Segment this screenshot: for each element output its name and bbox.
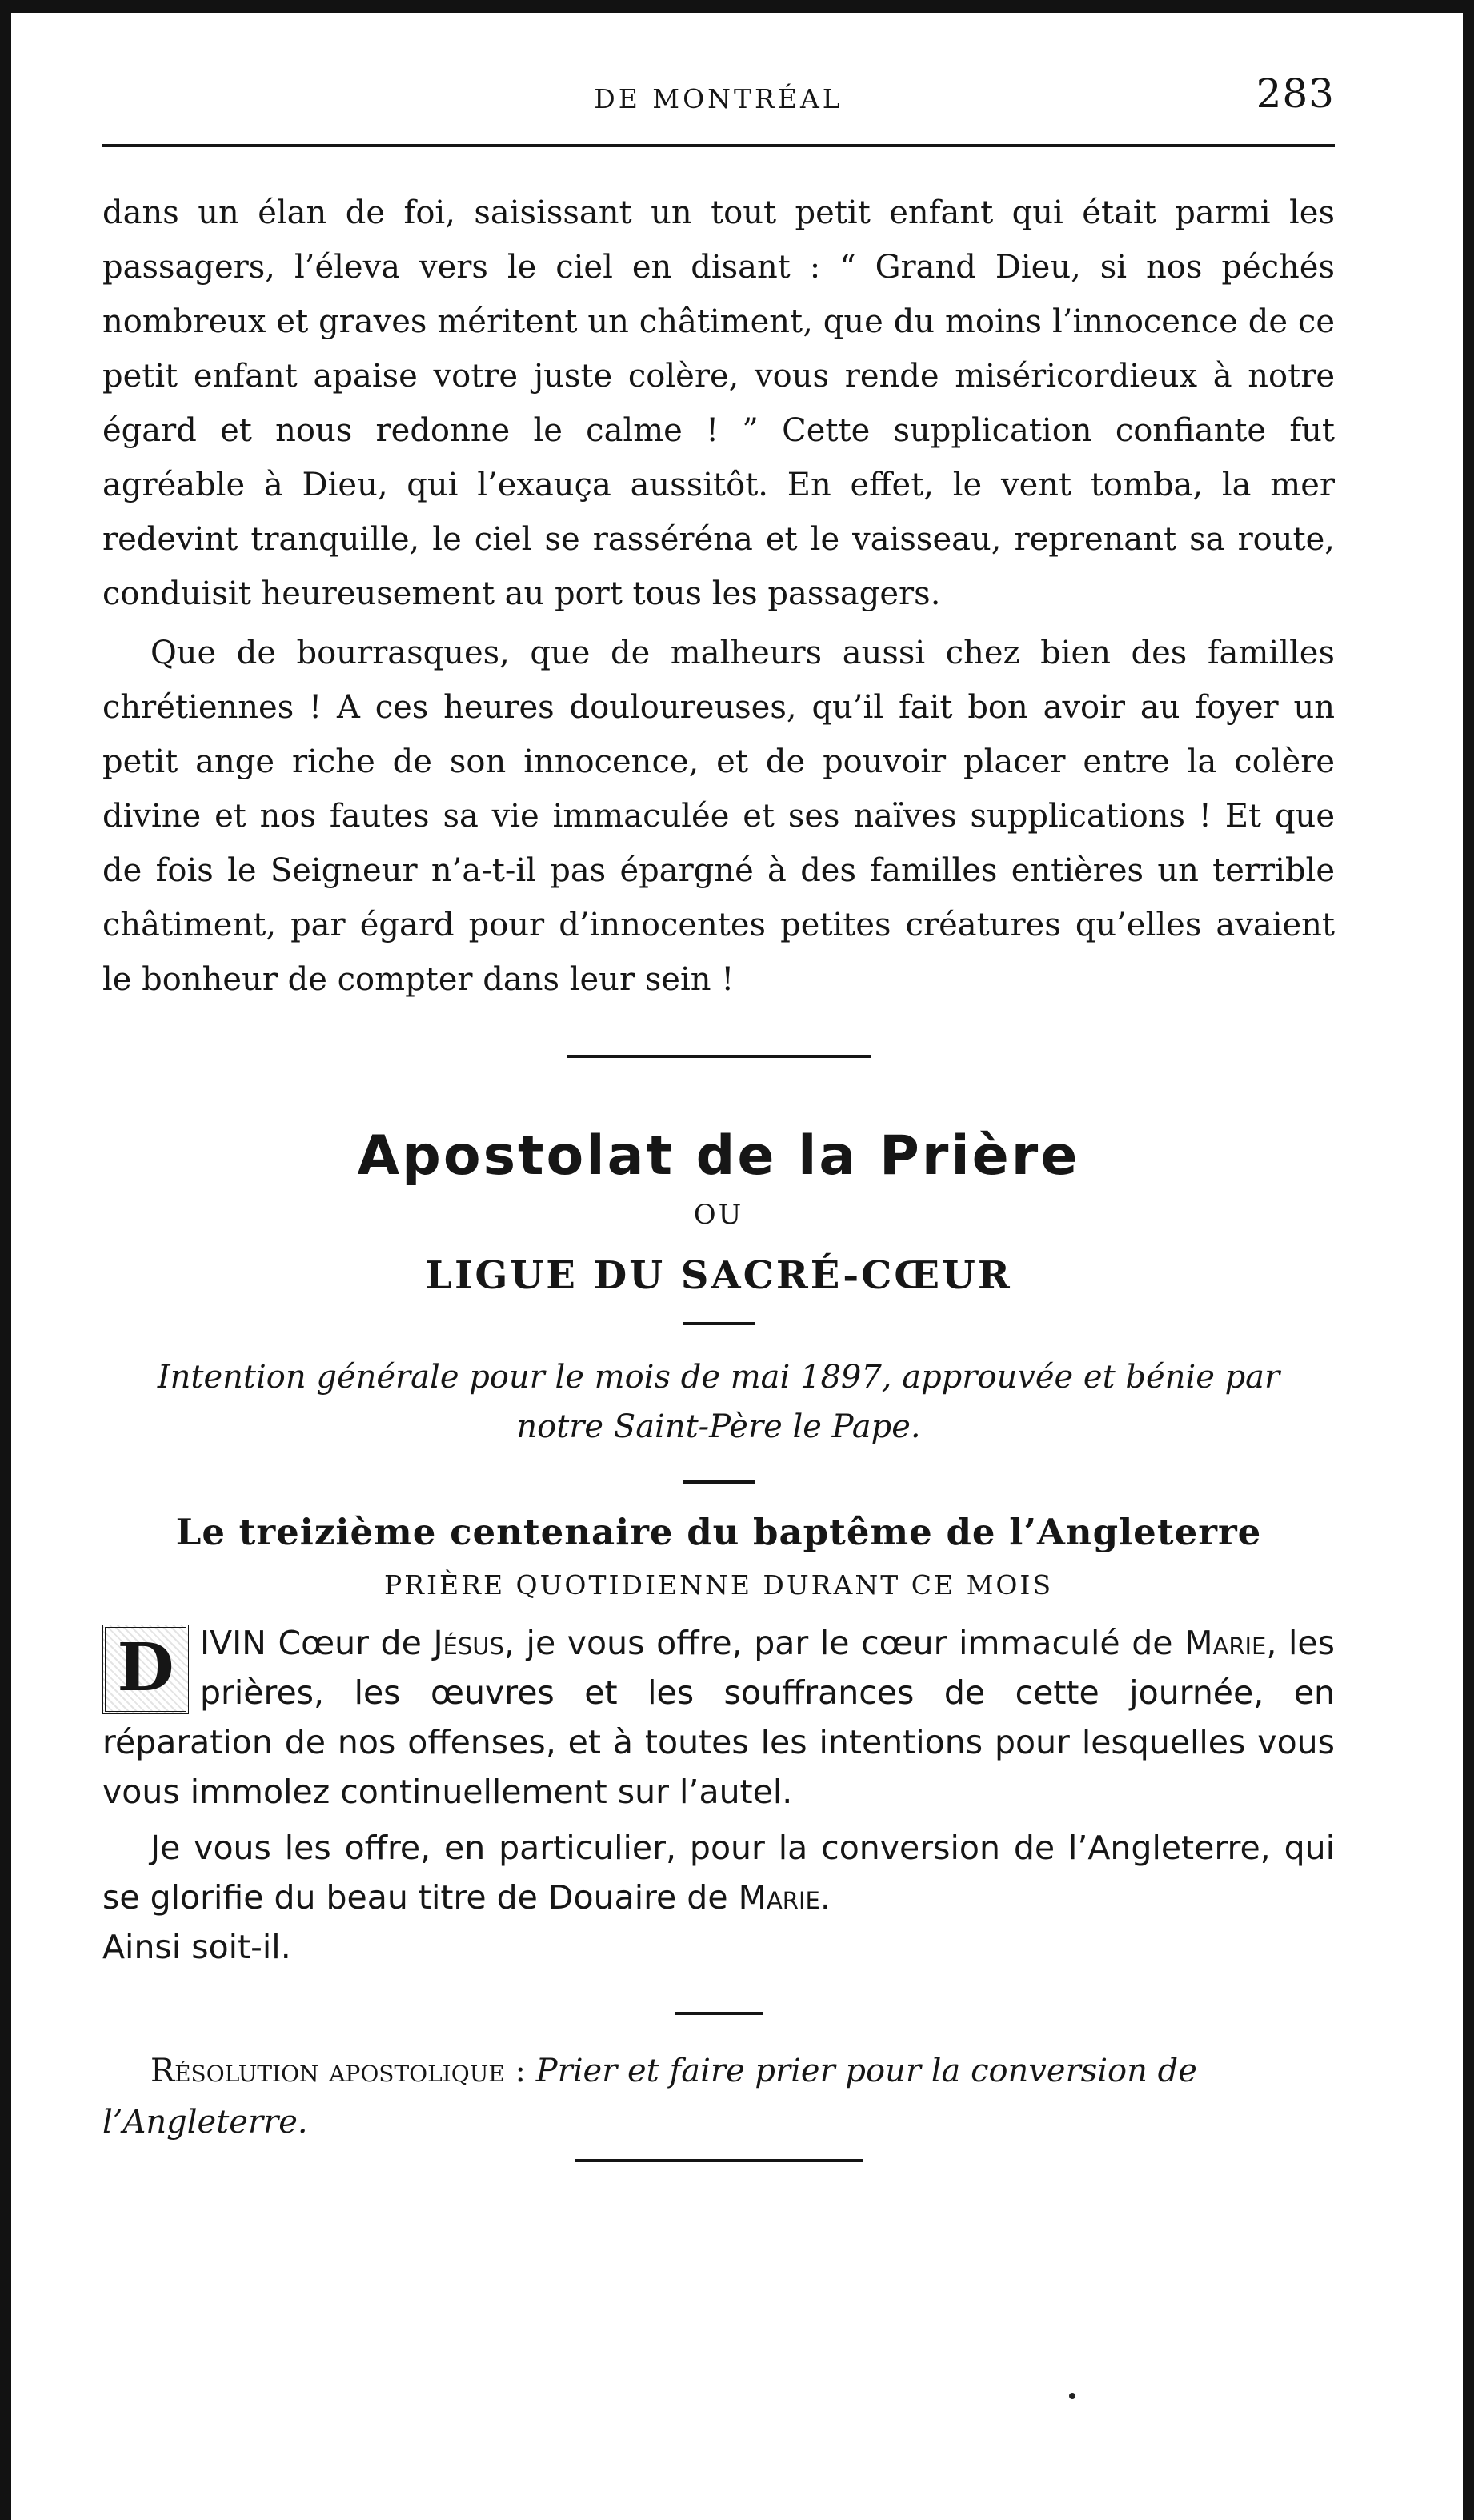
running-title: DE MONTRÉAL xyxy=(594,83,843,114)
page-number: 283 xyxy=(1256,70,1335,117)
short-divider xyxy=(683,1322,755,1325)
body-paragraph: Que de bourrasques, que de malheurs aussi chez bien des familles chrétiennes ! A ces heures douloureuses, qu’il fait bon avoir au foyer un petit ange riche de son innocence, et de pouvoir placer entre la colère divine et nos fautes sa vie immaculée et ses naïves supplications ! Et que de fois le Seigneur n’a-t-il pas épargné à des familles entières un terrible châtiment, par égard pour d’innocentes petites créatures qu’elles avaient le bonheur de compter dans leur sein ! xyxy=(102,635,1335,998)
end-divider xyxy=(575,2159,863,2162)
short-divider xyxy=(683,1480,755,1484)
prayer-paragraph xyxy=(102,1823,1335,1922)
prayer-paragraph xyxy=(102,1618,1335,1817)
subject-title: Le treizième centenaire du baptême de l’Angleterre xyxy=(175,1511,1262,1553)
prayer-text: , je vous offre, par le cœur immaculé de xyxy=(503,1624,1185,1662)
book-page xyxy=(102,48,1335,2481)
section-divider xyxy=(567,1055,871,1058)
scan-top-edge xyxy=(0,0,1474,13)
scan-speck xyxy=(1069,2393,1075,2399)
prayer-name-marie: Marie xyxy=(1184,1624,1267,1662)
prayer-heading: PRIÈRE QUOTIDIENNE DURANT CE MOIS xyxy=(383,1569,1054,1601)
short-divider xyxy=(675,2012,763,2015)
resolution-label: Résolution apostolique : xyxy=(150,2053,526,2089)
body-text xyxy=(102,186,1335,1007)
section-heading: Apostolat de la Prière xyxy=(357,1124,1080,1188)
body-paragraph: dans un élan de foi, saisissant un tout petit enfant qui était parmi les passagers, l’éleva vers le ciel en disant : “ Grand Dieu, si nos péchés nombreux et graves méritent un châtiment, que du moins l’innocence de ce petit enfant apaise votre juste colère, vous rende miséricordieux à notre égard et nous redonne le calme ! ” Cette supplication confiante fut agréable à Dieu, qui l’exauça aussitôt. En effet, le vent tomba, la mer redevint tranquille, le ciel se rasséréna et le vaisseau, reprenant sa route, conduisit heureusement au port tous les passagers. xyxy=(102,194,1335,612)
scan-left-edge xyxy=(0,0,11,2520)
prayer-text: , les prières, les œuvres et les souffrances de cette journée, en réparation de nos offenses, et à toutes les intentions pour lesquelles vous vous immolez continuellement sur l’autel. xyxy=(102,1624,1336,1811)
prayer-name-marie: Marie xyxy=(738,1878,820,1917)
intention-statement: Intention générale pour le mois de mai 1897, approuvée et bénie par notre Saint-Père le Pape. xyxy=(157,1359,1280,1445)
heading-connector: OU xyxy=(693,1199,744,1231)
prayer-text: IVIN Cœur de xyxy=(200,1624,434,1662)
resolution-text: Prier et faire prier pour la conversion de l’Angleterre. xyxy=(102,2053,1197,2141)
running-header xyxy=(102,48,1335,147)
scan-right-edge xyxy=(1463,0,1474,2520)
resolution xyxy=(102,2045,1335,2148)
prayer-text: Je vous les offre, en particulier, pour la conversion de l’Angleterre, qui se glorifie du beau titre de Douaire de xyxy=(102,1829,1335,1917)
prayer-closing: Ainsi soit-il. xyxy=(102,1928,291,1966)
league-title: LIGUE DU SACRÉ-CŒUR xyxy=(425,1253,1012,1298)
prayer-text: . xyxy=(819,1878,831,1917)
dropcap-initial: D xyxy=(102,1625,189,1714)
prayer-name-jesus: Jésus xyxy=(433,1624,504,1662)
